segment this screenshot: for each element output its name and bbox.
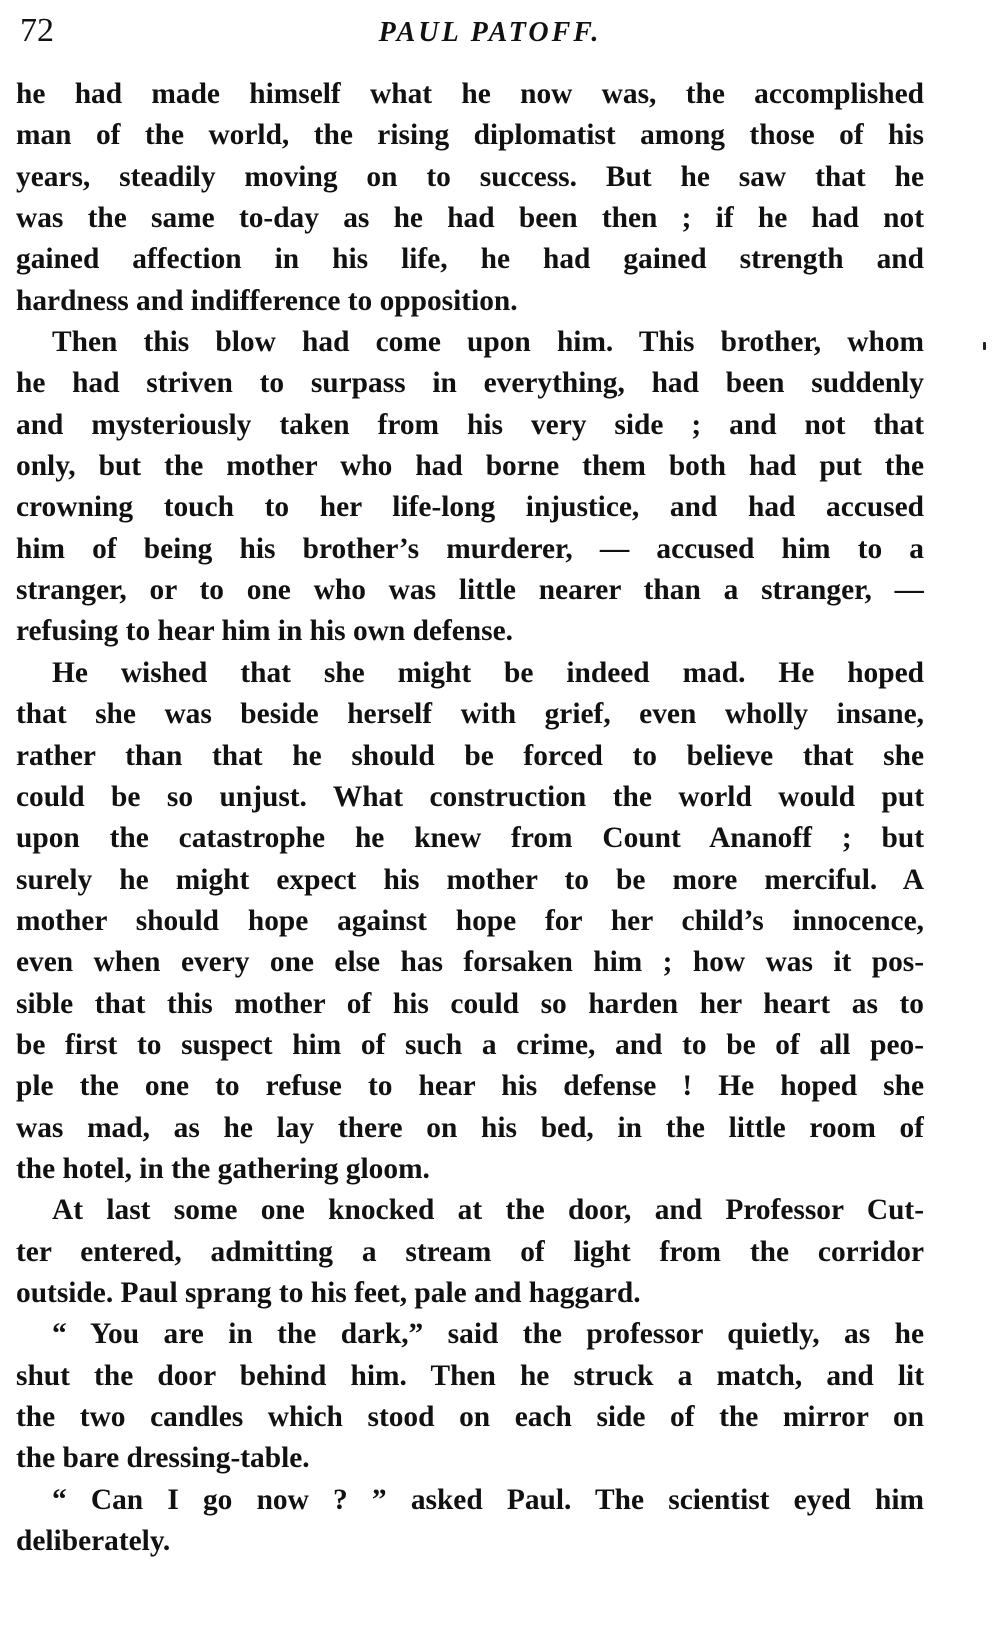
text-line: deliberately. (16, 1525, 171, 1558)
text-line: be first to suspect him of such a crime, and to be of all peo- (16, 1028, 924, 1061)
text-line: man of the world, the rising diplomatist among those of his (16, 119, 924, 152)
paragraph-first-line: Then this blow had come upon him. This brother, whom (52, 326, 924, 359)
text-line: years, steadily moving on to success. But he saw that he (16, 160, 924, 193)
text-line: refusing to hear him in his own defense. (16, 615, 513, 648)
text-line: upon the catastrophe he knew from Count Ananoff ; but (16, 822, 924, 855)
text-line: gained affection in his life, he had gained strength and (16, 243, 924, 276)
running-title: PAUL PATOFF. (378, 17, 602, 48)
text-line: stranger, or to one who was little nearer than a stranger, — (16, 574, 924, 607)
text-line: crowning touch to her life-long injustice, and had accused (16, 491, 924, 524)
text-line: the hotel, in the gathering gloom. (16, 1152, 430, 1185)
text-line: shut the door behind him. Then he struck a match, and lit (16, 1359, 924, 1392)
text-line: him of being his brother’s murderer, — accused him to a (16, 532, 924, 565)
text-line: hardness and indifference to opposition. (16, 284, 518, 317)
text-line: could be so unjust. What construction the world would put (16, 780, 924, 813)
text-line: mother should hope against hope for her child’s innocence, (16, 904, 924, 937)
margin-speck (983, 342, 986, 350)
text-line: even when every one else has forsaken him ; how was it pos- (16, 946, 924, 979)
page-number: 72 (20, 12, 54, 49)
paragraph-first-line: “ You are in the dark,” said the professor quietly, as he (52, 1318, 924, 1351)
text-line: was the same to-day as he had been then ; if he had not (16, 202, 924, 235)
text-line: surely he might expect his mother to be more merciful. A (16, 863, 924, 896)
text-line: he had made himself what he now was, the accomplished (16, 78, 924, 110)
text-line: the bare dressing-table. (16, 1442, 310, 1475)
text-line: outside. Paul sprang to his feet, pale and haggard. (16, 1276, 641, 1309)
text-line: only, but the mother who had borne them both had put the (16, 450, 924, 483)
body-text (16, 74, 924, 1562)
text-line: sible that this mother of his could so harden her heart as to (16, 987, 924, 1020)
paragraph-first-line: He wished that she might be indeed mad. He hoped (52, 656, 924, 689)
paragraph-first-line: “ Can I go now ? ” asked Paul. The scientist eyed him (52, 1483, 924, 1516)
text-line: he had striven to surpass in everything, had been suddenly (16, 367, 924, 400)
text-line: and mysteriously taken from his very side ; and not that (16, 408, 924, 441)
text-line: was mad, as he lay there on his bed, in the little room of (16, 1111, 924, 1144)
text-line: the two candles which stood on each side of the mirror on (16, 1401, 924, 1433)
text-line: ter entered, admitting a stream of light from the corridor (16, 1235, 924, 1268)
paragraph-first-line: At last some one knocked at the door, and Professor Cut- (52, 1194, 924, 1227)
text-line: that she was beside herself with grief, even wholly insane, (16, 698, 924, 731)
page-header (20, 6, 925, 56)
text-line: ple the one to refuse to hear his defense ! He hoped she (16, 1070, 924, 1103)
text-line: rather than that he should be forced to believe that she (16, 739, 924, 772)
